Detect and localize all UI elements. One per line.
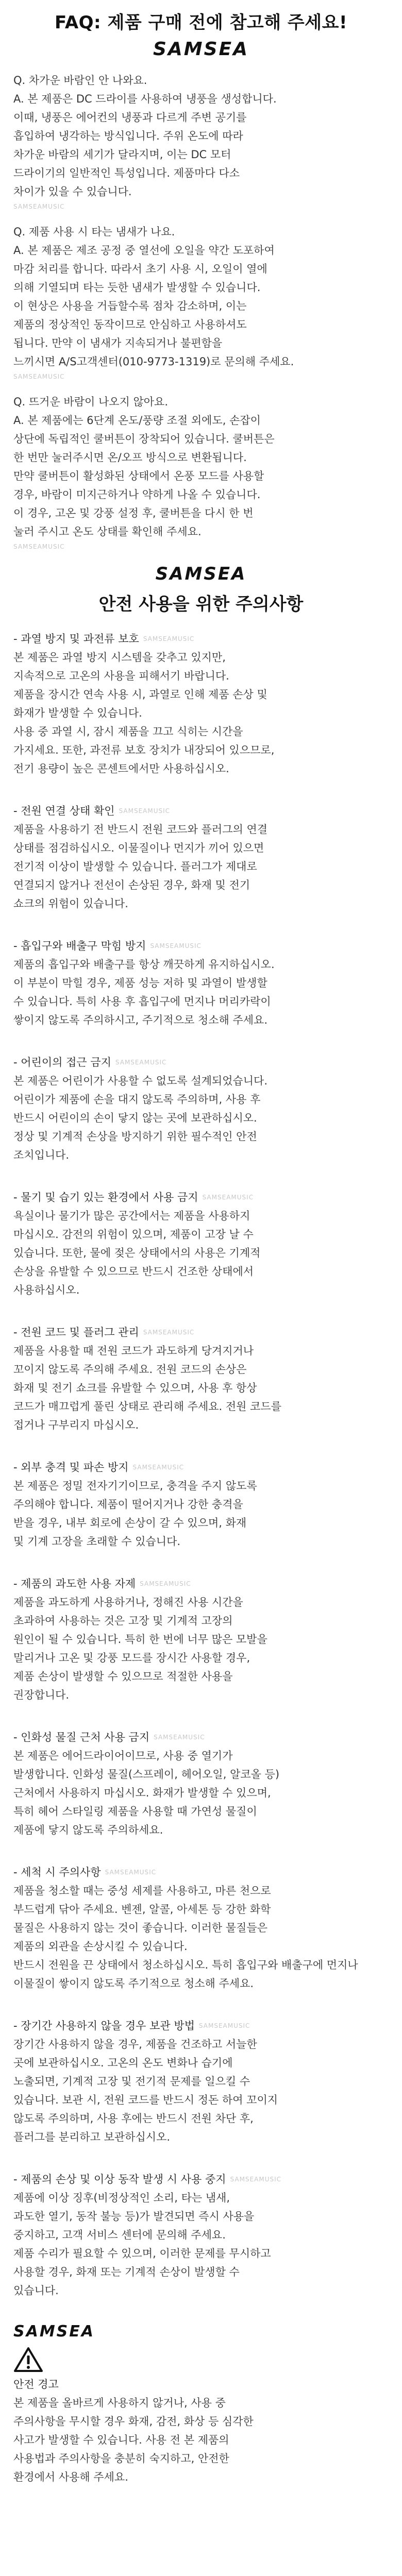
safety-item-body: 제품을 사용할 때 전원 코드가 과도하게 당겨지거나 꼬이지 않도록 주의해 주세요. 전원 코드의 손상은 화재 및 전기 쇼크를 유발할 수 있으며, 사용 후 항상 코드가 매끄럽게 풀린 상태로 관리해 주세요. 전원 코드를 접거나 구부리지 마십시오. <box>13 1345 281 1431</box>
safety-item-body: 제품을 사용하기 전 반드시 전원 코드와 플러그의 연결 상태를 점검하십시오. 이물질이나 먼지가 끼어 있으면 전기적 이상이 발생할 수 있습니다. 플러그가 제대로 연결되지 않거나 전선이 손상된 경우, 화재 및 전기 쇼크의 위험이 있습니다. <box>13 823 268 910</box>
safety-item-body: 본 제품은 어린이가 사용할 수 없도록 설계되었습니다. 어린이가 제품에 손을 대지 않도록 주의하며, 사용 후 반드시 어린이의 손이 닿지 않는 곳에 보관하십시오. 정상 및 기계적 손상을 방지하기 위한 필수적인 안전 조치입니다. <box>13 1075 268 1161</box>
watermark: SAMSEAMUSIC <box>119 807 171 815</box>
watermark: SAMSEAMUSIC <box>230 2176 282 2183</box>
safety-item-header <box>13 630 389 648</box>
safety-item <box>13 1574 389 1704</box>
safety-item-title: - 제품의 과도한 사용 자제 <box>13 1578 136 1590</box>
safety-item-body: 제품에 이상 징후(비정상적인 소리, 타는 냄새, 과도한 열기, 동작 불능 등)가 발견되면 즉시 사용을 중지하고, 고객 서비스 센터에 문의해 주세요. 제품 수리가 필요할 수 있으며, 이러한 문제를 무시하고 사용할 경우, 화재 또는 기계적 손상이 발생할 수 있습니다. <box>13 2192 271 2297</box>
watermark: SAMSEAMUSIC <box>115 1059 167 1066</box>
safety-section-title: 안전 사용을 위한 주의사항 <box>98 594 304 615</box>
warning-body: 본 제품을 올바르게 사용하지 않거나, 사용 중 주의사항을 무시할 경우 화재, 감전, 화상 등 심각한 사고가 발생할 수 있습니다. 사용 전 본 제품의 사용법과 주의사항을 충분히 숙지하고, 안전한 환경에서 사용해 주세요. <box>13 2397 254 2483</box>
safety-item-body: 본 제품은 정밀 전자기기이므로, 충격을 주지 않도록 주의해야 합니다. 제품이 떨어지거나 강한 충격을 받을 경우, 내부 회로에 손상이 갈 수 있으며, 화재 및 기계 고장을 초래할 수 있습니다. <box>13 1480 257 1548</box>
safety-item-header <box>13 1053 389 1072</box>
safety-item <box>13 937 389 1029</box>
faq-text: Q. 제품 사용 시 타는 냄새가 나요. A. 본 제품은 제조 공정 중 열선에 오일을 약간 도포하여 마감 처리를 합니다. 따라서 초기 사용 시, 오일이 열에 의해 기열되며 타는 듯한 냄새가 발생할 수 있습니다. 이 현상은 사용을 거듭할수록 점차 감소하며, 이는 제품의 정상적인 동작이므로 안심하고 사용하셔도 됩니다. 만약 이 냄새가 지속되거나 불편함을 느끼시면 A/S고객센터(010-9773-1319)로 문의해 주세요. <box>13 226 294 368</box>
safety-item-title: - 어린이의 접근 금지 <box>13 1056 111 1069</box>
safety-item-title: - 전원 코드 및 플러그 관리 <box>13 1326 139 1338</box>
safety-item-body: 본 제품은 과열 방지 시스템을 갖추고 있지만, 지속적으로 고온의 사용을 피해서기 바랍니다. 제품을 장시간 연속 사용 시, 과열로 인해 제품 손상 및 화재가 발생할 수 있습니다. 사용 중 과열 시, 잠시 제품을 끄고 식히는 시간을 가지세요. 또한, 과전류 보호 장치가 내장되어 있으므로, 전기 용량이 높은 콘센트에서만 사용하십시오. <box>13 651 275 775</box>
safety-item-header <box>13 1728 389 1747</box>
safety-item-header <box>13 937 389 955</box>
watermark: SAMSEAMUSIC <box>143 1329 195 1336</box>
faq-item <box>13 71 389 211</box>
watermark: SAMSEAMUSIC <box>140 1580 191 1587</box>
safety-item-header <box>13 1188 389 1207</box>
safety-item-header <box>13 2170 389 2189</box>
safety-item-title: - 세척 시 주의사항 <box>13 1866 101 1878</box>
safety-item-body: 욕실이나 물기가 많은 공간에서는 제품을 사용하지 마십시오. 감전의 위험이 있으며, 제품이 고장 날 수 있습니다. 또한, 물에 젖은 상태에서의 사용은 기계적 손상을 유발할 수 있으므로 반드시 건조한 상태에서 사용하십시오. <box>13 1210 261 1296</box>
watermark: SAMSEAMUSIC <box>198 2022 250 2029</box>
brand-logo-small: SAMSEA <box>13 2323 95 2341</box>
faq-text: Q. 뜨거운 바람이 나오지 않아요. A. 본 제품에는 6단계 온도/풍량 조절 외에도, 손잡이 상단에 독립적인 쿨버튼이 장착되어 있습니다. 쿨버튼은 한 번만 눌러주시면 온/오프 방식으로 변환됩니다. 만약 쿨버튼이 활성화된 상태에서 온풍 모드를 사용할 경우, 바람이 미지근하거나 약하게 나올 수 있습니다. 이 경우, 고온 및 강풍 설정 후, 쿨버튼을 다시 한 번 눌러 주시고 온도 상태를 확인해 주세요. <box>13 396 275 538</box>
brand-logo: SAMSEA <box>153 39 249 60</box>
safety-item-header <box>13 802 389 820</box>
watermark: SAMSEAMUSIC <box>105 1869 157 1876</box>
brand-logo-secondary: SAMSEA <box>155 564 247 584</box>
safety-item <box>13 1188 389 1299</box>
safety-item-title: - 인화성 물질 근처 사용 금지 <box>13 1731 150 1743</box>
watermark: SAMSEAMUSIC <box>13 373 65 380</box>
safety-item <box>13 1323 389 1434</box>
warning-title: 안전 경고 <box>13 2378 59 2391</box>
safety-item-title: - 장기간 사용하지 않을 경우 보관 방법 <box>13 2020 195 2032</box>
faq-text: Q. 차가운 바람인 안 나와요. A. 본 제품은 DC 드라이를 사용하여 냉풍을 생성합니다. 이때, 냉풍은 에어컨의 냉풍과 다르게 주변 공기를 흡입하여 냉각하는 방식입니다. 주위 온도에 따라 차가운 바람의 세기가 달라지며, 이는 DC 모터 드라이기의 일반적인 특성입니다. 제품마다 다소 차이가 있을 수 있습니다. <box>13 74 277 198</box>
safety-item-header <box>13 1863 389 1882</box>
safety-list <box>13 630 389 2300</box>
safety-item <box>13 802 389 913</box>
watermark: SAMSEAMUSIC <box>143 635 195 642</box>
safety-item-title: - 흡입구와 배출구 막힘 방지 <box>13 940 146 952</box>
safety-item <box>13 1053 389 1164</box>
safety-item-title: - 과열 방지 및 과전류 보호 <box>13 633 139 645</box>
faq-title: FAQ: 제품 구매 전에 참고해 주세요! <box>55 12 347 33</box>
safety-item <box>13 2170 389 2300</box>
safety-item-title: - 외부 충격 및 파손 방지 <box>13 1461 129 1473</box>
faq-item <box>13 223 389 381</box>
safety-item-body: 제품을 청소할 때는 중성 세제를 사용하고, 마른 천으로 부드럽게 닦아 주세요. 벤젠, 알콜, 아세톤 등 강한 화학 물질은 사용하지 않는 것이 좋습니다. 이러한 물질들은 제품의 외관을 손상시킬 수 있습니다. 반드시 전원을 끈 상태에서 청소하십시오. 특히 흡입구와 배출구에 먼지나 이물질이 쌓이지 않도록 주기적으로 청소해 주세요. <box>13 1885 358 1990</box>
watermark: SAMSEAMUSIC <box>150 942 202 950</box>
watermark: SAMSEAMUSIC <box>132 1464 185 1471</box>
safety-item-body: 제품을 과도하게 사용하거나, 정해진 사용 시간을 초과하여 사용하는 것은 고장 및 기계적 고장의 원인이 될 수 있습니다. 특히 한 번에 너무 많은 모발을 말리거나 고온 및 강풍 모드를 장시간 사용할 경우, 제품 손상이 발생할 수 있으므로 적절한 사용을 권장합니다. <box>13 1596 267 1701</box>
warning-triangle-icon <box>13 2346 43 2373</box>
safety-item-body: 장기간 사용하지 않을 경우, 제품을 건조하고 서늘한 곳에 보관하십시오. 고온의 온도 변화나 습기에 노출되면, 기계적 고장 및 전기적 문제를 일으킬 수 있습니다. 보관 시, 전원 코드를 반드시 정돈 하여 꼬이지 않도록 주의하며, 사용 후에는 반드시 전원 차단 후, 플러그를 분리하고 보관하십시오. <box>13 2038 278 2143</box>
safety-warning <box>13 2324 389 2486</box>
safety-item-header <box>13 2016 389 2035</box>
safety-item-body: 본 제품은 에어드라이어이므로, 사용 중 열기가 발생합니다. 인화성 물질(스프레이, 헤어오일, 알코올 등) 근처에서 사용하지 마십시오. 화재가 발생할 수 있으며, 특히 헤어 스타일링 제품을 사용할 때 가연성 물질이 제품에 닿지 않도록 주의하세요. <box>13 1750 280 1836</box>
safety-item-title: - 물기 및 습기 있는 환경에서 사용 금지 <box>13 1191 198 1204</box>
safety-item-title: - 제품의 손상 및 이상 동작 발생 시 사용 중지 <box>13 2173 226 2185</box>
safety-item-header <box>13 1574 389 1593</box>
safety-item <box>13 1728 389 1839</box>
watermark: SAMSEAMUSIC <box>154 1734 205 1741</box>
faq-list <box>13 71 389 551</box>
watermark: SAMSEAMUSIC <box>202 1194 254 1201</box>
watermark: SAMSEAMUSIC <box>13 203 65 210</box>
safety-item <box>13 1458 389 1551</box>
safety-item-title: - 전원 연결 상태 확인 <box>13 805 115 817</box>
faq-item <box>13 393 389 551</box>
safety-item <box>13 1863 389 1993</box>
safety-item <box>13 630 389 778</box>
safety-item-header <box>13 1458 389 1477</box>
watermark: SAMSEAMUSIC <box>13 543 65 550</box>
safety-item-body: 제품의 흡입구와 배출구를 항상 깨끗하게 유지하십시오. 이 부분이 막힐 경우, 제품 성능 저하 및 과열이 발생할 수 있습니다. 특히 사용 후 흡입구에 먼지나 머리카락이 쌓이지 않도록 주의하시고, 주기적으로 청소해 주세요. <box>13 958 275 1026</box>
safety-item <box>13 2016 389 2146</box>
safety-item-header <box>13 1323 389 1342</box>
